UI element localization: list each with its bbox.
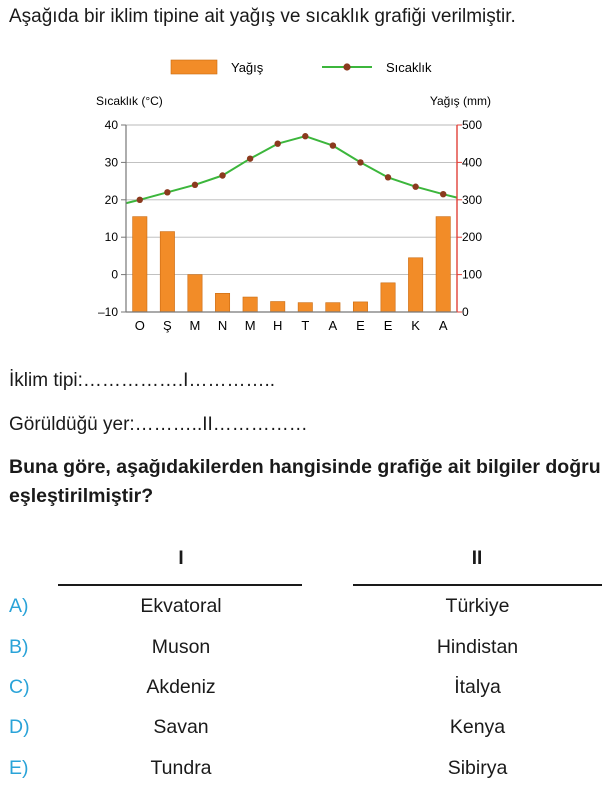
temperature-point bbox=[164, 189, 170, 195]
temperature-point bbox=[412, 184, 418, 190]
column-header-2: II bbox=[471, 548, 483, 569]
climate-chart bbox=[0, 0, 606, 345]
precip-bar bbox=[326, 303, 340, 312]
option-climate: Akdeniz bbox=[146, 676, 216, 698]
right-tick-label: 200 bbox=[462, 230, 483, 245]
month-label: O bbox=[134, 318, 145, 333]
right-tick-label: 400 bbox=[462, 155, 483, 170]
temperature-point bbox=[275, 141, 281, 147]
temperature-point bbox=[302, 133, 308, 139]
month-label: M bbox=[189, 318, 201, 333]
right-tick-label: 500 bbox=[462, 118, 483, 132]
left-tick-label: –10 bbox=[97, 305, 118, 319]
option-e[interactable] bbox=[0, 757, 606, 787]
right-tick-label: 300 bbox=[462, 192, 483, 207]
month-label: E bbox=[383, 318, 393, 333]
option-letter: C) bbox=[9, 676, 30, 698]
column-rule-1 bbox=[58, 584, 302, 586]
precip-bar bbox=[436, 217, 450, 312]
option-climate: Muson bbox=[151, 636, 211, 658]
precip-bar bbox=[298, 303, 312, 312]
option-climate: Savan bbox=[153, 716, 209, 738]
precip-bar bbox=[215, 293, 229, 312]
left-axis-title: Sıcaklık (°C) bbox=[96, 94, 163, 108]
month-label: A bbox=[438, 318, 448, 333]
left-tick-label: 10 bbox=[104, 230, 118, 245]
option-letter: B) bbox=[9, 636, 29, 658]
precip-bar bbox=[133, 217, 147, 312]
option-d[interactable] bbox=[0, 716, 606, 746]
option-letter: D) bbox=[9, 716, 30, 738]
temperature-point bbox=[137, 197, 143, 203]
temperature-point bbox=[330, 142, 336, 148]
left-tick-label: 30 bbox=[104, 155, 118, 170]
precip-bar bbox=[381, 283, 395, 312]
precip-bar bbox=[160, 232, 174, 312]
month-label: N bbox=[217, 318, 228, 333]
temperature-point bbox=[219, 172, 225, 178]
legend-line-marker bbox=[343, 63, 350, 70]
option-place: Kenya bbox=[449, 716, 506, 738]
legend-bar-swatch bbox=[171, 60, 217, 74]
precip-bar bbox=[243, 297, 257, 312]
precip-bar bbox=[271, 302, 285, 312]
legend-line-label: Sıcaklık bbox=[386, 60, 432, 75]
month-label: M bbox=[244, 318, 256, 333]
right-axis-title: Yağış (mm) bbox=[429, 94, 491, 108]
option-place: Türkiye bbox=[445, 595, 510, 617]
option-climate: Tundra bbox=[150, 757, 212, 779]
column-header-1: I bbox=[178, 548, 184, 569]
option-climate: Ekvatoral bbox=[140, 595, 222, 617]
month-label: T bbox=[301, 318, 310, 333]
month-label: K bbox=[411, 318, 420, 333]
precip-bar bbox=[408, 258, 422, 312]
left-tick-label: 20 bbox=[104, 192, 118, 207]
option-place: Hindistan bbox=[436, 636, 519, 658]
month-label: H bbox=[273, 318, 283, 333]
option-b[interactable] bbox=[0, 636, 606, 666]
temperature-point bbox=[357, 159, 363, 165]
precip-bar bbox=[353, 302, 367, 312]
option-c[interactable] bbox=[0, 676, 606, 706]
right-tick-label: 0 bbox=[462, 305, 469, 319]
temperature-point bbox=[247, 155, 253, 161]
question-text: Buna göre, aşağıdakilerden hangisinde grafiğe ait bilgiler doğru eşleştirilmiştir? bbox=[9, 456, 601, 507]
temperature-line bbox=[126, 136, 457, 203]
option-a[interactable] bbox=[0, 595, 606, 625]
legend-bar-label: Yağış bbox=[231, 60, 264, 75]
month-label: Ş bbox=[163, 318, 172, 333]
temperature-point bbox=[385, 174, 391, 180]
temperature-point bbox=[192, 182, 198, 188]
precip-bar bbox=[188, 275, 202, 312]
column-rule-2 bbox=[353, 584, 602, 586]
left-tick-label: 40 bbox=[104, 118, 118, 132]
intro-text: Aşağıda bir iklim tipine ait yağış ve sıcaklık grafiği verilmiştir. bbox=[9, 6, 516, 27]
temperature-point bbox=[440, 191, 446, 197]
option-place: İtalya bbox=[454, 676, 501, 698]
option-letter: E) bbox=[9, 757, 29, 779]
right-tick-label: 100 bbox=[462, 267, 483, 282]
option-letter: A) bbox=[9, 595, 29, 617]
left-tick-label: 0 bbox=[111, 267, 118, 282]
climate-type-blank: İklim tipi:…………….I………….. bbox=[9, 370, 276, 391]
month-label: A bbox=[328, 318, 338, 333]
location-blank: Görüldüğü yer:………..II…………… bbox=[9, 414, 308, 435]
option-place: Sibirya bbox=[447, 757, 508, 779]
month-label: E bbox=[356, 318, 365, 333]
